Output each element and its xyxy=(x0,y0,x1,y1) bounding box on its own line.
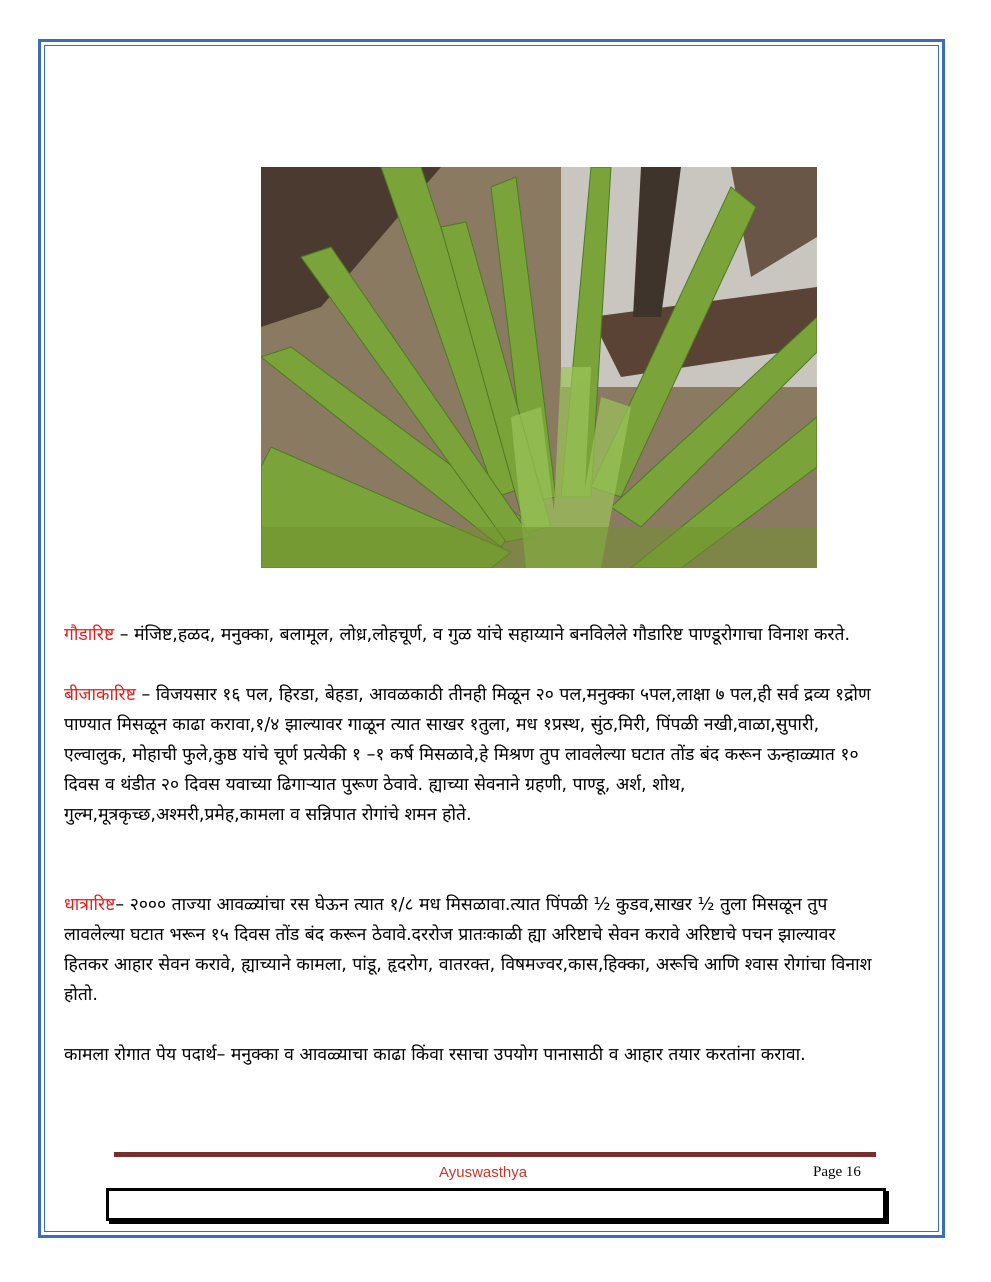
paragraph-gaudarishta xyxy=(64,620,874,650)
body-kamala-drinks: कामला रोगात पेय पदार्थ– मनुक्का व आवळ्याचा काढा किंवा रसाचा उपयोग पानासाठी व आहार तयार करतांना करावा. xyxy=(64,1045,806,1065)
body-gaudarishta: – मंजिष्ट,हळद, मनुक्का, बलामूल, लोध्र,लोहचूर्ण, व गुळ यांचे सहाय्याने बनविलेले गौडारिष्ट पाण्डूरोगाचा विनाश करते. xyxy=(114,625,851,645)
body-bijakarishta: – विजयसार १६ पल, हिरडा, बेहडा, आवळकाठी तीनही मिळून २० पल,मनुक्का ५पल,लाक्षा ७ पल,ही सर्व द्रव्य १द्रोण पाण्यात मिसळून काढा करावा,१/४ झाल्यावर गाळून त्यात साखर १तुला, मध १प्रस्थ, सुंठ,मिरी, पिंपळी नखी,वाळा,सुपारी, एल्वालुक, मोहाची फुले,कुष्ठ यांचे चूर्ण प्रत्येकी १ –१ कर्ष मिसळावे,हे मिश्रण तुप लावलेल्या घटात तोंड बंद करून ऊन्हाळ्यात १० दिवस व थंडीत २० दिवस यवाच्या ढिगाऱ्यात पुरूण ठेवावे. ह्याच्या सेवनाने ग्रहणी, पाण्डू, अर्श, शोथ, गुल्म,मूत्रकृच्छ,अश्मरी,प्रमेह,कामला व सन्निपात रोगांचे शमन होते. xyxy=(64,685,871,825)
heading-bijakarishta: बीजाकारिष्ट xyxy=(64,685,136,705)
paragraph-dhatrarishta xyxy=(64,890,874,1010)
footer-box xyxy=(106,1188,886,1221)
footer-rule xyxy=(114,1152,876,1157)
page-number: Page 16 xyxy=(813,1164,861,1180)
aloe-vera-photo xyxy=(261,167,817,568)
heading-dhatrarishta: धात्रारिष्ट xyxy=(64,895,116,915)
footer-title: Ayuswasthya xyxy=(439,1164,528,1181)
heading-gaudarishta: गौडारिष्ट xyxy=(64,625,115,645)
paragraph-kamala-drinks xyxy=(64,1040,874,1070)
body-dhatrarishta: – २००० ताज्या आवळ्यांचा रस घेऊन त्यात १/८ मध मिसळावा.त्यात पिंपळी ½ कुडव,साखर ½ तुला मिसळून तुप लावलेल्या घटात भरून १५ दिवस तोंड बंद करून ठेवावे.दररोज प्रातःकाळी ह्या अरिष्टाचे सेवन करावे अरिष्टाचे पचन झाल्यावर हितकर आहार सेवन करावे, ह्याच्याने कामला, पांडू, हृदरोग, वातरक्त, विषमज्वर,कास,हिक्का, अरूचि आणि श्वास रोगांचा विनाश होतो. xyxy=(64,895,872,1005)
paragraph-bijakarishta xyxy=(64,680,874,830)
